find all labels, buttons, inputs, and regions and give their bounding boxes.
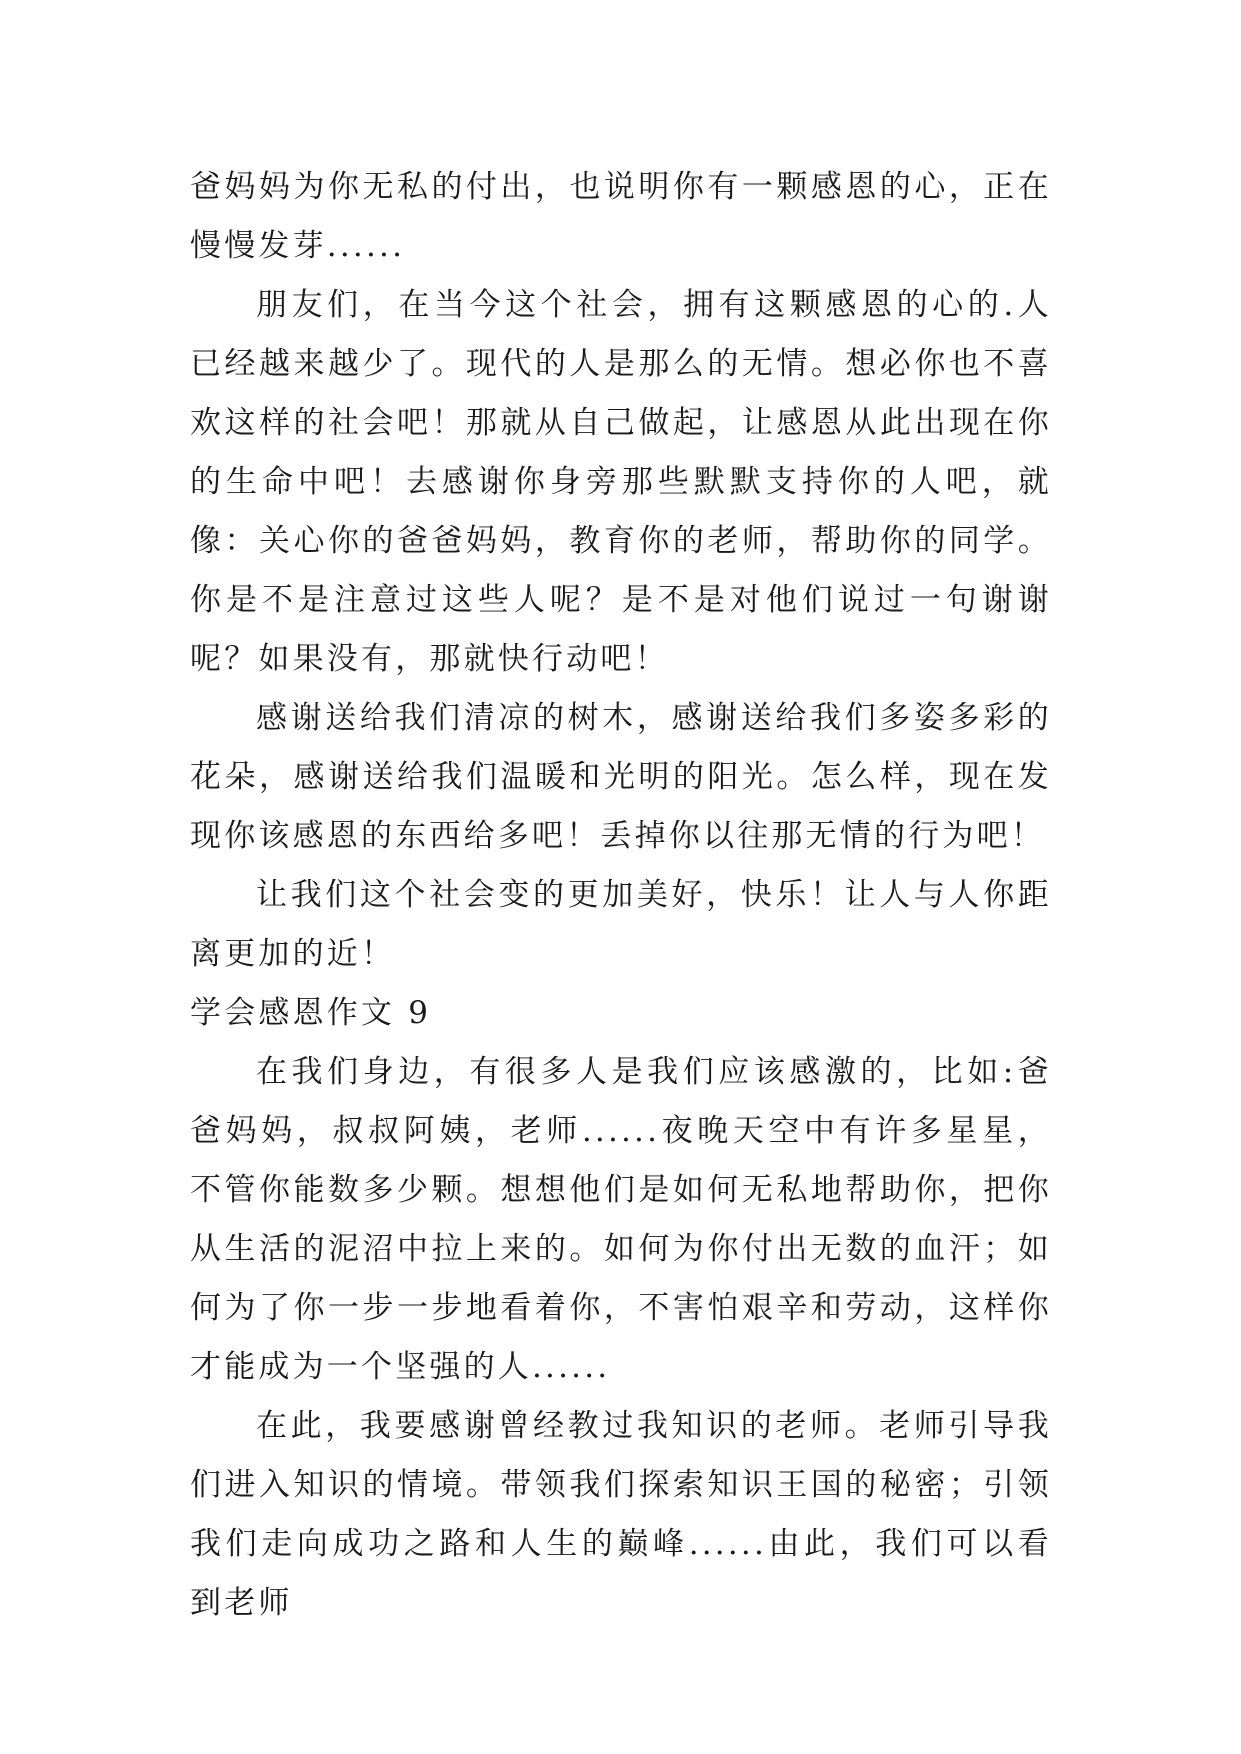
paragraph: 朋友们，在当今这个社会，拥有这颗感恩的心的.人已经越来越少了。现代的人是那么的无情。想必你也不喜欢这样的社会吧！那就从自己做起，让感恩从此出现在你的生命中吧！去感谢你身旁那些默默支持你的人吧，就像：关心你的爸爸妈妈，教育你的老师，帮助你的同学。你是不是注意过这些人呢？是不是对他们说过一句谢谢呢？如果没有，那就快行动吧！ (190, 287, 1052, 677)
paragraph: 感谢送给我们清凉的树木，感谢送给我们多姿多彩的花朵，感谢送给我们温暖和光明的阳光。怎么样，现在发现你该感恩的东西给多吧！丢掉你以往那无情的行为吧！ (190, 700, 1052, 854)
article-body (190, 158, 1052, 1633)
paragraph: 在我们身边，有很多人是我们应该感激的，比如:爸爸妈妈，叔叔阿姨，老师......夜晚天空中有许多星星，不管你能数多少颗。想想他们是如何无私地帮助你，把你从生活的泥沼中拉上来的。如何为你付出无数的血汗；如何为了你一步一步地看着你，不害怕艰辛和劳动，这样你才能成为一个坚强的人...... (190, 1054, 1052, 1385)
paragraph: 在此，我要感谢曾经教过我知识的老师。老师引导我们进入知识的情境。带领我们探索知识王国的秘密；引领我们走向成功之路和人生的巅峰......由此，我们可以看到老师 (190, 1408, 1052, 1621)
paragraph-continuation: 爸妈妈为你无私的付出，也说明你有一颗感恩的心，正在慢慢发芽...... (190, 169, 1052, 264)
paragraph: 让我们这个社会变的更加美好，快乐！让人与人你距离更加的近！ (190, 877, 1052, 972)
section-heading: 学会感恩作文 9 (190, 995, 432, 1031)
